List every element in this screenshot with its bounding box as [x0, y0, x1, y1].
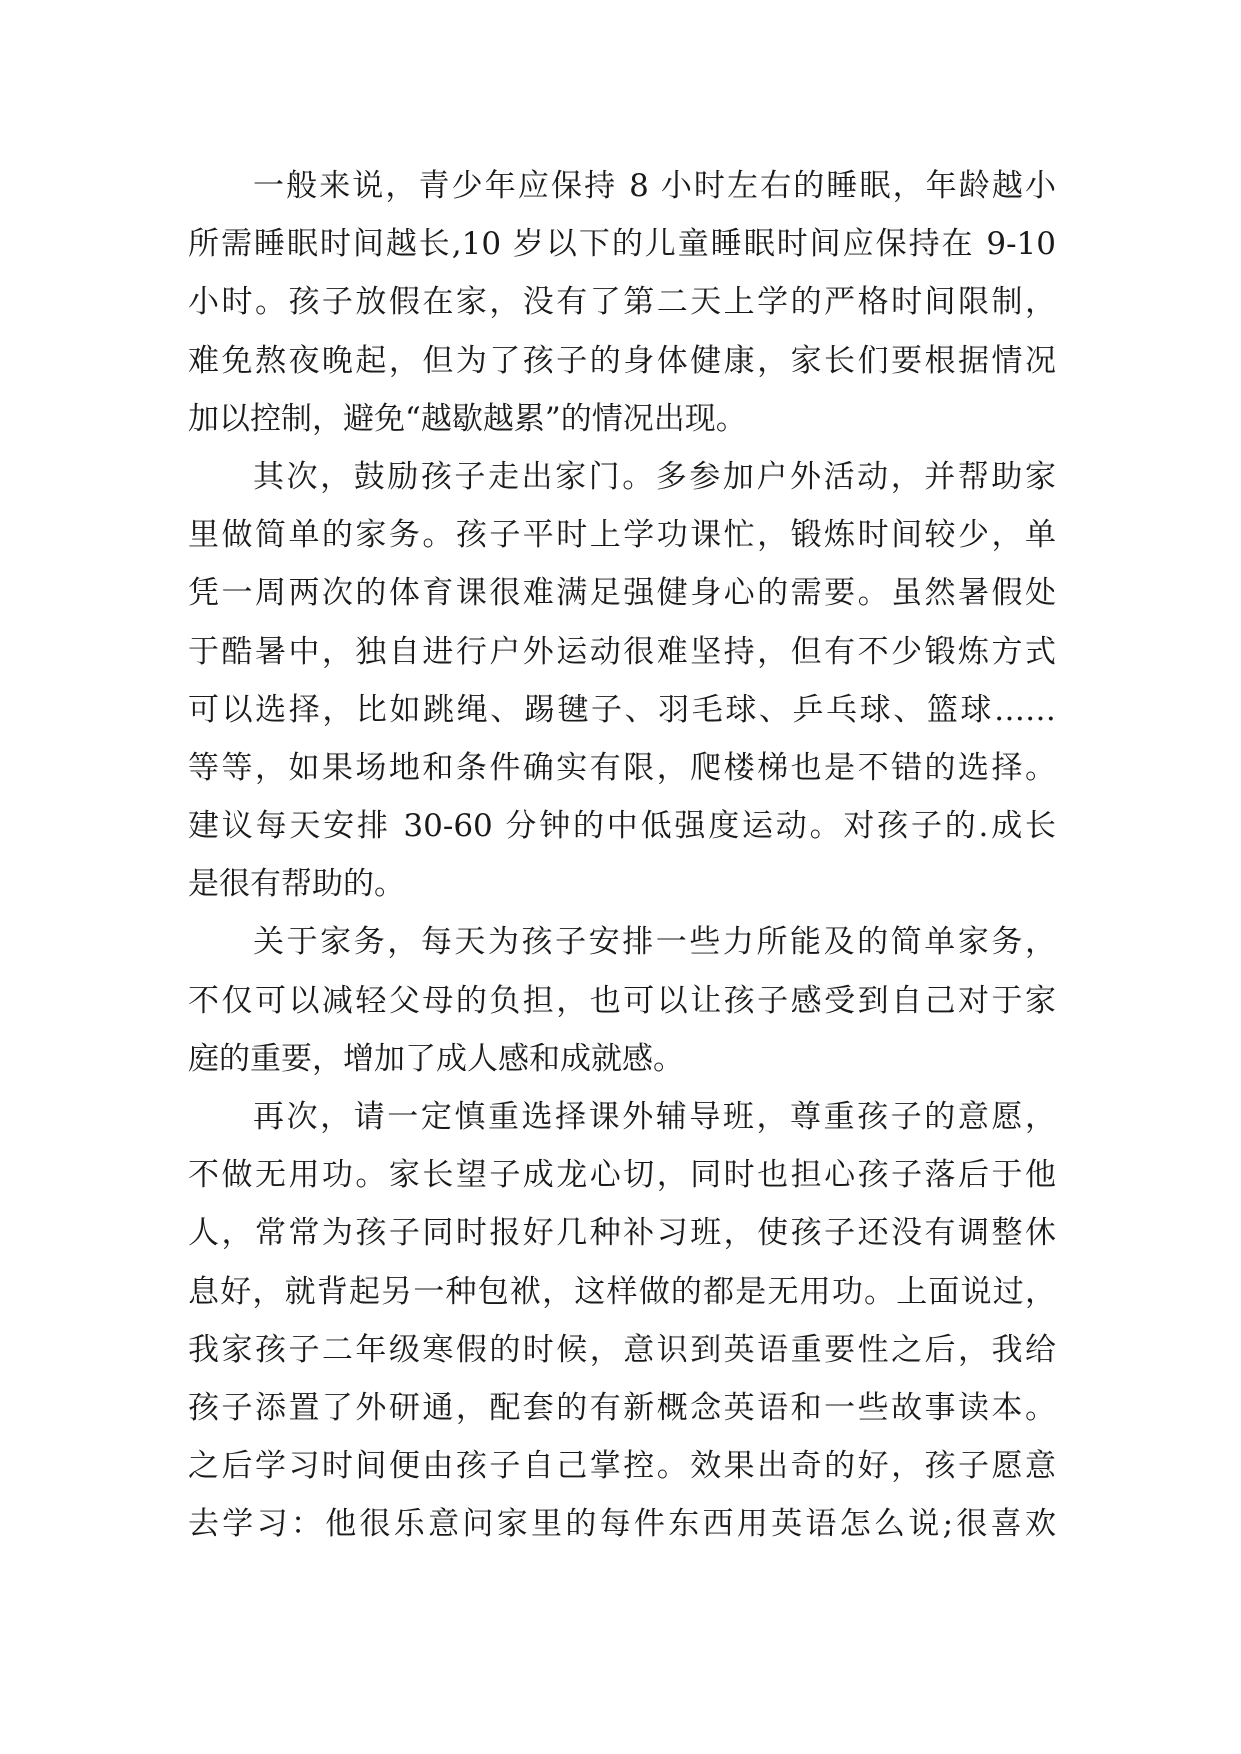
paragraph-2-line-6: 等等，如果场地和条件确实有限，爬楼梯也是不错的选择。 — [188, 749, 1056, 786]
paragraph-1-line-5: 加以控制，避免“越歇越累”的情况出现。 — [188, 400, 747, 437]
paragraph-1-line-2: 所需睡眠时间越长,10 岁以下的儿童睡眠时间应保持在 9-10 — [188, 226, 1056, 263]
paragraph-2-line-1: 其次，鼓励孩子走出家门。多参加户外活动，并帮助家 — [253, 458, 1056, 495]
paragraph-2-line-5: 可以选择，比如跳绳、踢毽子、羽毛球、乒乓球、篮球…… — [188, 691, 1056, 728]
paragraph-2-line-8: 是很有帮助的。 — [188, 866, 405, 903]
paragraph-4-line-5: 我家孩子二年级寒假的时候，意识到英语重要性之后，我给 — [188, 1331, 1056, 1368]
paragraph-4-line-8: 去学习：他很乐意问家里的每件东西用英语怎么说;很喜欢 — [188, 1506, 1056, 1543]
paragraph-2-line-2: 里做简单的家务。孩子平时上学功课忙，锻炼时间较少，单 — [188, 517, 1056, 554]
paragraph-4-line-7: 之后学习时间便由孩子自己掌控。效果出奇的好，孩子愿意 — [188, 1448, 1056, 1485]
paragraph-2-line-7: 建议每天安排 30-60 分钟的中低强度运动。对孩子的.成长 — [188, 808, 1056, 845]
paragraph-4-line-2: 不做无用功。家长望子成龙心切，同时也担心孩子落后于他 — [188, 1157, 1056, 1194]
paragraph-2-line-3: 凭一周两次的体育课很难满足强健身心的需要。虽然暑假处 — [188, 575, 1056, 612]
paragraph-1-line-3: 小时。孩子放假在家，没有了第二天上学的严格时间限制， — [188, 284, 1056, 321]
paragraph-4-line-1: 再次，请一定慎重选择课外辅导班，尊重孩子的意愿， — [253, 1099, 1056, 1135]
document-body — [188, 157, 1056, 1554]
paragraph-3-line-3: 庭的重要，增加了成人感和成就感。 — [188, 1040, 684, 1077]
paragraph-4-line-6: 孩子添置了外研通，配套的有新概念英语和一些故事读本。 — [188, 1389, 1056, 1426]
paragraph-1-line-4: 难免熬夜晚起，但为了孩子的身体健康，家长们要根据情况 — [188, 342, 1056, 379]
paragraph-1-line-1: 一般来说，青少年应保持 8 小时左右的睡眠，年龄越小 — [253, 168, 1056, 204]
paragraph-2-line-4: 于酷暑中，独自进行户外运动很难坚持，但有不少锻炼方式 — [188, 633, 1056, 670]
paragraph-4-line-4: 息好，就背起另一种包袱，这样做的都是无用功。上面说过， — [188, 1273, 1056, 1310]
paragraph-3-line-2: 不仅可以减轻父母的负担，也可以让孩子感受到自己对于家 — [188, 982, 1056, 1019]
paragraph-3-line-1: 关于家务，每天为孩子安排一些力所能及的简单家务， — [253, 924, 1056, 961]
paragraph-4-line-3: 人，常常为孩子同时报好几种补习班，使孩子还没有调整休 — [188, 1215, 1056, 1252]
